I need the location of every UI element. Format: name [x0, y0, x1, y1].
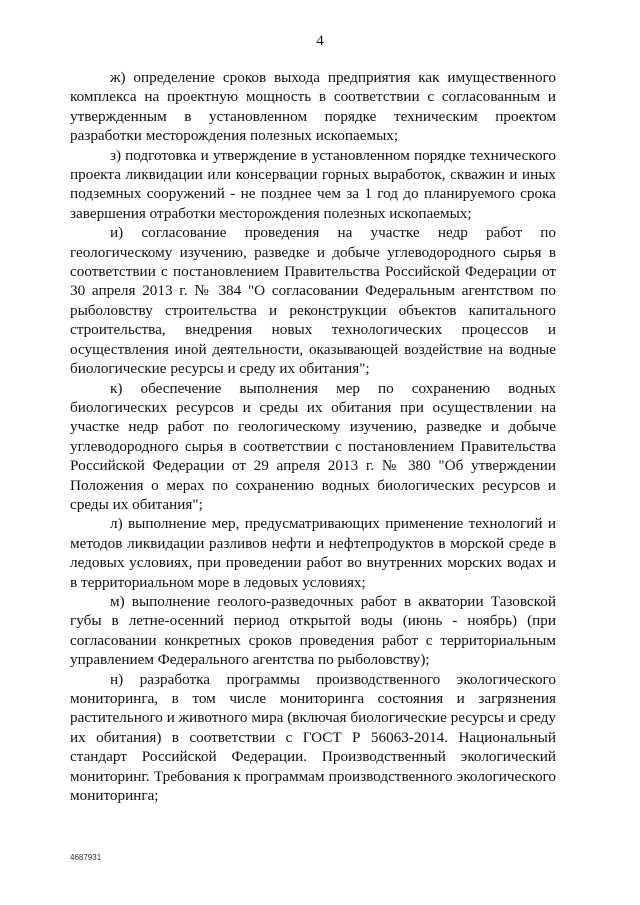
paragraph-i: и) согласование проведения на участке недр работ по геологическому изучению, разведке и добыче углеводородного сырья в соответствии с постановлением Правительства Российской Федерации от 30 апреля 2013 г. № 384 "О согласовании Федеральным агентством по рыболовству строительства и реконструкции объектов капитального строительства, внедрения новых технологических процессов и осуществления иной деятельности, оказывающей воздействие на водные биологические ресурсы и среду их обитания";	[70, 224, 556, 378]
paragraph-k: к) обеспечение выполнения мер по сохранению водных биологических ресурсов и среды их обитания при осуществлении на участке недр работ по геологическому изучению, разведке и добыче углеводородного сырья в соответствии с постановлением Правительства Российской Федерации от 29 апреля 2013 г. № 380 "Об утверждении Положения о мерах по сохранению водных биологических ресурсов и среды их обитания";	[70, 379, 556, 513]
paragraph-l: л) выполнение мер, предусматривающих применение технологий и методов ликвидации разливов нефти и нефтепродуктов в морской среде в ледовых условиях, при проведении работ во внутренних морских водах и в территориальном море в ледовых условиях;	[70, 515, 556, 591]
paragraph-m: м) выполнение геолого-разведочных работ в акватории Тазовской губы в летне-осенний период открытой воды (июнь - ноябрь) (при согласовании конкретных сроков проведения работ с территориальным управлением Федерального агентства по рыболовству);	[70, 592, 556, 669]
document-code: 4687931	[70, 853, 102, 862]
paragraph-n: н) разработка программы производственного экологического мониторинга, в том числе мониторинга состояния и загрязнения растительного и животного мира (включая биологические ресурсы и среду их обитания) в соответствии с ГОСТ Р 56063-2014. Национальный стандарт Российской Федерации. Производственный экологический мониторинг. Требования к программам производственного экологического мониторинга;	[70, 670, 556, 805]
page-number: 4	[316, 33, 324, 49]
paragraph-z: з) подготовка и утверждение в установленном порядке технического проекта ликвидации или консервации горных выработок, скважин и иных подземных сооружений - не позднее чем за 1 год до планируемого срока завершения отработки месторождения полезных ископаемых;	[70, 146, 556, 222]
paragraph-zh: ж) определение сроков выхода предприятия как имущественного комплекса на проектную мощность в соответствии с согласованным и утвержденным в установленном порядке техническим проектом разработки месторождения полезных ископаемых;	[70, 69, 556, 145]
document-body	[70, 68, 556, 805]
